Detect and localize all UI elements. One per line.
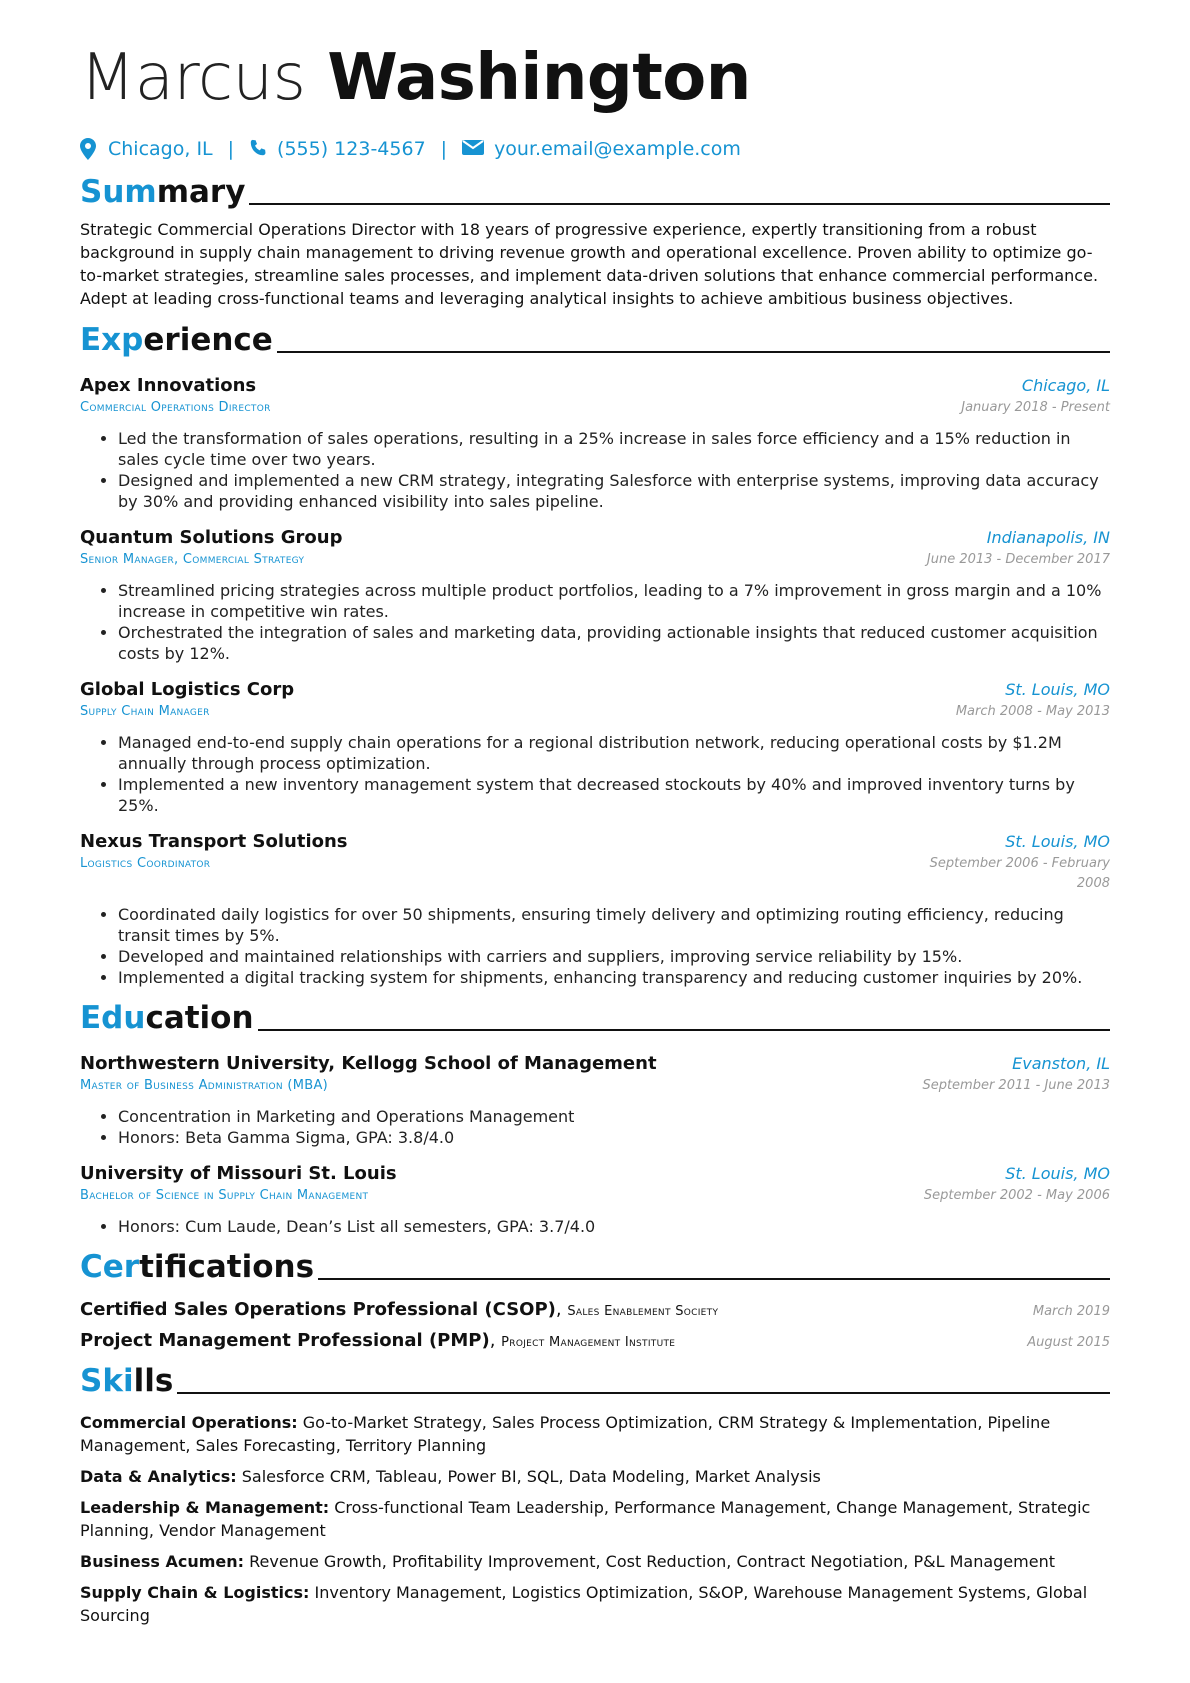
experience-list — [80, 374, 1110, 988]
candidate-name — [80, 40, 1110, 116]
title-rest: tifications — [139, 1249, 315, 1285]
experience-entry — [80, 374, 1110, 512]
skill-row — [80, 1411, 1110, 1457]
last-name: Washington — [327, 41, 751, 115]
contact-email[interactable] — [462, 138, 741, 160]
education-entry — [80, 1052, 1110, 1148]
list-item: • Led the transformation of sales operations, resulting in a 25% increase in sales force efficiency and a 15% reduction in sales cycle time over two years. — [118, 428, 1110, 470]
location-text: Chicago, IL — [108, 138, 213, 160]
job-bullets — [80, 580, 1110, 664]
certification-issuer: Project Management Institute — [501, 1335, 676, 1350]
contact-location — [80, 138, 213, 160]
skill-list: Go-to-Market Strategy, Sales Process Optimization, CRM Strategy & Implementation, Pipeline Management, Sales Forecasting, Territory Planning — [80, 1413, 1051, 1455]
skill-category: Leadership & Management: — [80, 1498, 330, 1517]
title-rest: cation — [145, 1000, 254, 1036]
job-title: Commercial Operations Director — [80, 400, 271, 415]
section-rule — [177, 1392, 1110, 1394]
title-rest: lls — [133, 1363, 174, 1399]
school-dates: September 2011 - June 2013 — [922, 1078, 1110, 1093]
education-heading — [80, 998, 1110, 1036]
certification-entry: Certified Sales Operations Professional (CSOP), Sales Enablement Society March 2019 — [80, 1299, 1110, 1320]
title-accent: Sum — [80, 174, 157, 210]
section-rule — [258, 1029, 1110, 1031]
job-dates: January 2018 - Present — [961, 400, 1110, 415]
school-dates: September 2002 - May 2006 — [923, 1188, 1110, 1203]
job-location: St. Louis, MO — [1005, 680, 1110, 699]
company-name: Quantum Solutions Group — [80, 527, 343, 548]
job-location: St. Louis, MO — [1005, 832, 1110, 851]
school-name: Northwestern University, Kellogg School of Management — [80, 1053, 657, 1074]
school-location: St. Louis, MO — [1005, 1164, 1110, 1183]
certifications-heading — [80, 1247, 1110, 1285]
title-rest: erience — [143, 322, 273, 358]
map-pin-icon — [80, 138, 98, 160]
job-location: Indianapolis, IN — [986, 528, 1110, 547]
envelope-icon — [462, 138, 484, 160]
certification-name: Certified Sales Operations Professional (CSOP) — [80, 1299, 556, 1320]
section-rule — [318, 1278, 1110, 1280]
skill-category: Data & Analytics: — [80, 1467, 237, 1486]
education-list — [80, 1052, 1110, 1237]
skill-row — [80, 1496, 1110, 1542]
company-name: Global Logistics Corp — [80, 679, 295, 700]
experience-heading — [80, 320, 1110, 358]
job-location: Chicago, IL — [1021, 376, 1110, 395]
education-entry — [80, 1162, 1110, 1237]
first-name: Marcus — [80, 41, 306, 115]
job-bullets — [80, 732, 1110, 816]
contact-separator: | — [227, 138, 235, 160]
education-bullets — [80, 1106, 1110, 1148]
job-dates: March 2008 - May 2013 — [955, 704, 1110, 719]
job-bullets — [80, 904, 1110, 988]
certification-entry: Project Management Professional (PMP), Project Management Institute August 2015 — [80, 1330, 1110, 1351]
experience-entry — [80, 830, 1110, 988]
certification-date: March 2019 — [1032, 1304, 1110, 1319]
degree: Master of Business Administration (MBA) — [80, 1078, 329, 1093]
experience-entry — [80, 526, 1110, 664]
phone-text: (555) 123-4567 — [277, 138, 426, 160]
job-title: Senior Manager, Commercial Strategy — [80, 552, 305, 567]
title-accent: Exp — [80, 322, 144, 358]
certification-issuer: Sales Enablement Society — [567, 1304, 719, 1319]
list-item: • Coordinated daily logistics for over 50 shipments, ensuring timely delivery and optimizing routing efficiency, reducing transit times by 5%. — [118, 904, 1110, 946]
contact-line — [80, 136, 1110, 162]
skill-list: Revenue Growth, Profitability Improvement, Cost Reduction, Contract Negotiation, P&L Management — [249, 1552, 1055, 1571]
company-name: Nexus Transport Solutions — [80, 831, 348, 852]
section-title — [80, 174, 245, 210]
title-rest: mary — [156, 174, 246, 210]
list-item: • Streamlined pricing strategies across multiple product portfolios, leading to a 7% improvement in gross margin and a 10% increase in competitive win rates. — [118, 580, 1110, 622]
summary-text: Strategic Commercial Operations Director with 18 years of progressive experience, expertly transitioning from a robust background in supply chain management to driving revenue growth and operational excellence. Proven ability to optimize go-to-market strategies, streamline sales processes, and implement data-driven solutions that enhance commercial performance. Adept at leading cross-functional teams and leveraging analytical insights to achieve ambitious business objectives. — [80, 220, 1099, 308]
job-dates: September 2006 - February 2008 — [929, 856, 1110, 891]
degree: Bachelor of Science in Supply Chain Management — [80, 1188, 369, 1203]
title-accent: Edu — [80, 1000, 146, 1036]
section-title — [80, 1249, 314, 1285]
list-item: • Implemented a new inventory management system that decreased stockouts by 40% and improved inventory turns by 25%. — [118, 774, 1110, 816]
list-item: • Managed end-to-end supply chain operations for a regional distribution network, reducing operational costs by $1.2M annually through process optimization. — [118, 732, 1110, 774]
section-title — [80, 1000, 254, 1036]
skill-row — [80, 1465, 1110, 1488]
job-dates: June 2013 - December 2017 — [926, 552, 1110, 567]
skill-list: Salesforce CRM, Tableau, Power BI, SQL, Data Modeling, Market Analysis — [241, 1467, 821, 1486]
section-title — [80, 1363, 173, 1399]
certification-date: August 2015 — [1027, 1335, 1110, 1350]
email-link[interactable]: your.email@example.com — [494, 138, 741, 160]
certification-name: Project Management Professional (PMP) — [80, 1330, 490, 1351]
skill-category: Business Acumen: — [80, 1552, 245, 1571]
skills-heading — [80, 1361, 1110, 1399]
list-item: • Developed and maintained relationships with carriers and suppliers, improving service reliability by 15%. — [118, 946, 1110, 967]
skill-category: Supply Chain & Logistics: — [80, 1583, 310, 1602]
school-location: Evanston, IL — [1012, 1054, 1110, 1073]
skill-category: Commercial Operations: — [80, 1413, 298, 1432]
skill-list: Cross-functional Team Leadership, Performance Management, Change Management, Strategic Planning, Vendor Management — [80, 1498, 1091, 1540]
list-item: • Implemented a digital tracking system for shipments, enhancing transparency and reducing customer inquiries by 20%. — [118, 967, 1110, 988]
skills-list — [80, 1411, 1110, 1627]
job-title: Supply Chain Manager — [80, 704, 210, 719]
skill-row — [80, 1550, 1110, 1573]
school-name: University of Missouri St. Louis — [80, 1163, 397, 1184]
contact-separator: | — [440, 138, 448, 160]
skill-list: Inventory Management, Logistics Optimization, S&OP, Warehouse Management Systems, Global Sourcing — [80, 1583, 1088, 1625]
summary-heading — [80, 172, 1110, 210]
phone-icon — [249, 138, 267, 160]
title-accent: Ski — [80, 1363, 134, 1399]
section-rule — [277, 351, 1110, 353]
list-item: • Concentration in Marketing and Operations Management — [118, 1106, 1110, 1127]
list-item: • Designed and implemented a new CRM strategy, integrating Salesforce with enterprise systems, improving data accuracy by 30% and providing enhanced visibility into sales pipeline. — [118, 470, 1110, 512]
job-title: Logistics Coordinator — [80, 856, 211, 871]
section-title — [80, 322, 273, 358]
title-accent: Cer — [80, 1249, 140, 1285]
experience-entry — [80, 678, 1110, 816]
certifications-list — [80, 1299, 1110, 1351]
job-bullets — [80, 428, 1110, 512]
list-item: • Honors: Cum Laude, Dean’s List all semesters, GPA: 3.7/4.0 — [118, 1216, 1110, 1237]
list-item: • Orchestrated the integration of sales and marketing data, providing actionable insights that reduced customer acquisition costs by 12%. — [118, 622, 1110, 664]
education-bullets — [80, 1216, 1110, 1237]
skill-row — [80, 1581, 1110, 1627]
list-item: • Honors: Beta Gamma Sigma, GPA: 3.8/4.0 — [118, 1127, 1110, 1148]
contact-phone[interactable] — [249, 138, 426, 160]
section-rule — [249, 203, 1110, 205]
company-name: Apex Innovations — [80, 375, 257, 396]
